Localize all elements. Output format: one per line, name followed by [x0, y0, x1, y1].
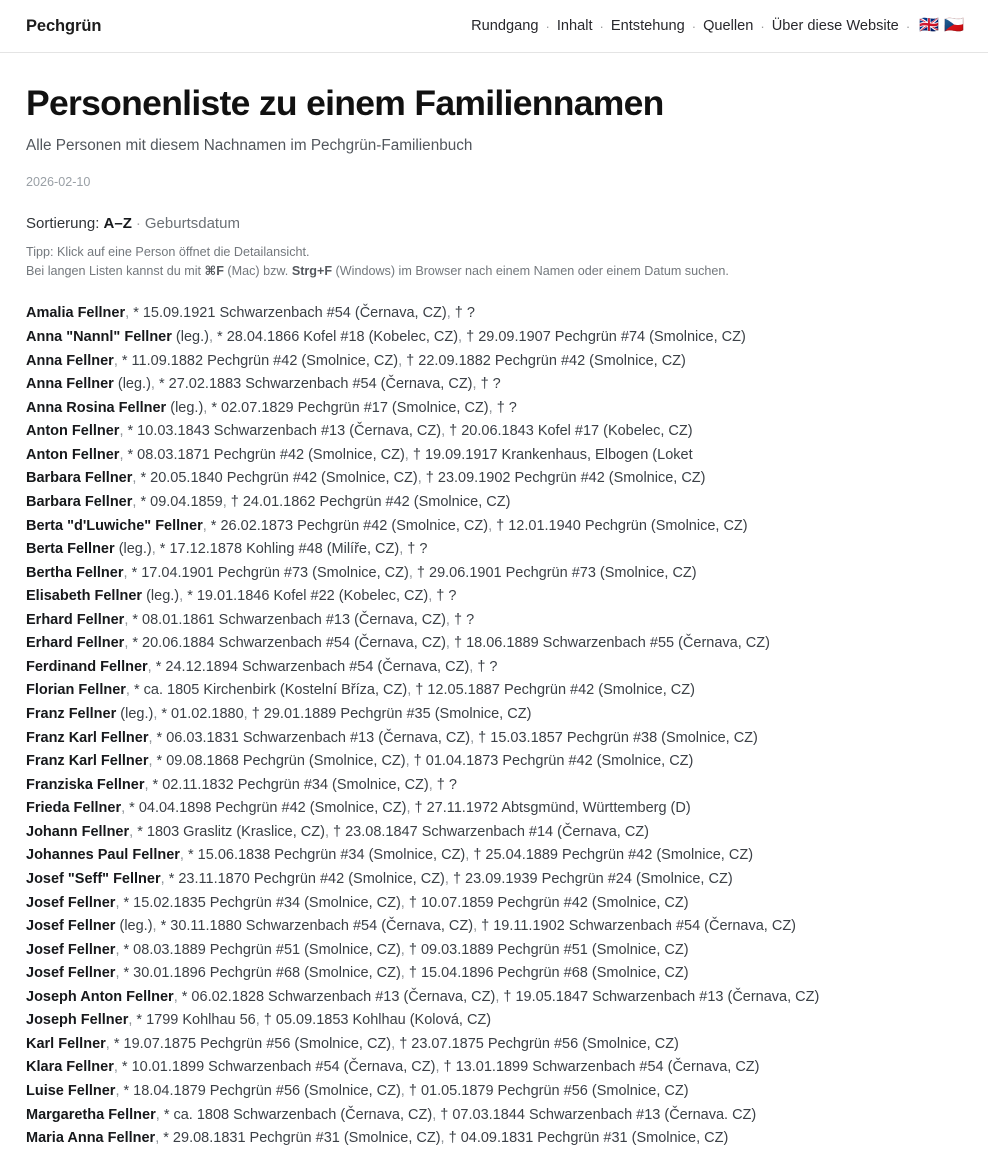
person-death-info: † ?: [496, 399, 517, 416]
person-field-separator: ,: [408, 564, 413, 581]
person-row[interactable]: [26, 515, 962, 539]
person-death-info: † ?: [480, 376, 501, 393]
person-row[interactable]: [26, 703, 962, 727]
person-name-link: Florian Fellner: [26, 682, 126, 699]
person-birth-info: * 09.08.1868 Pechgrün (Smolnice, CZ): [156, 753, 406, 770]
person-row[interactable]: [26, 397, 962, 421]
person-name-link: Karl Fellner: [26, 1035, 106, 1052]
person-death-info: † 19.11.1902 Schwarzenbach #54 (Černava, CZ): [481, 918, 797, 935]
person-row[interactable]: [26, 868, 962, 892]
person-death-info: † 18.06.1889 Schwarzenbach #55 (Černava, CZ): [453, 635, 770, 652]
person-birth-info: * 1799 Kohlhau 56: [136, 1012, 256, 1029]
person-field-separator: ,: [113, 352, 118, 369]
person-row[interactable]: [26, 962, 962, 986]
person-field-separator: ,: [173, 988, 178, 1005]
person-death-info: † 23.09.1902 Pechgrün #42 (Smolnice, CZ): [425, 470, 706, 487]
person-field-separator: ,: [125, 682, 130, 699]
tip-search-prefix: Bei langen Listen kannst du mit: [26, 263, 205, 278]
person-death-info: † ?: [436, 776, 457, 793]
person-row[interactable]: [26, 1033, 962, 1057]
person-birth-info: * 10.03.1843 Schwarzenbach #13 (Černava, CZ): [127, 423, 442, 440]
person-birth-info: * 19.01.1846 Kofel #22 (Kobelec, CZ): [187, 588, 429, 605]
person-field-separator: ,: [121, 800, 126, 817]
person-death-info: † 10.07.1859 Pechgrün #42 (Smolnice, CZ): [408, 894, 689, 911]
person-legitimacy: (leg.): [120, 706, 154, 723]
person-death-info: † 15.03.1857 Pechgrün #38 (Smolnice, CZ): [478, 729, 758, 746]
person-row[interactable]: [26, 915, 962, 939]
person-field-separator: ,: [202, 517, 207, 534]
person-legitimacy: (leg.): [146, 588, 180, 605]
person-name-link: Anton Fellner: [26, 446, 120, 463]
person-name-link: Frieda Fellner: [26, 800, 122, 817]
person-field-separator: ,: [469, 658, 474, 675]
person-field-separator: ,: [400, 894, 405, 911]
page-date: 2026-02-10: [26, 175, 91, 190]
person-name-link: Anna Fellner: [26, 352, 114, 369]
person-birth-info: * 20.05.1840 Pechgrün #42 (Smolnice, CZ): [140, 470, 418, 487]
person-field-separator: ,: [432, 1106, 437, 1123]
person-field-separator: ,: [119, 423, 124, 440]
person-birth-info: * 06.02.1828 Schwarzenbach #13 (Černava, CZ): [181, 988, 496, 1005]
person-field-separator: ,: [446, 305, 451, 322]
person-field-separator: ,: [125, 305, 130, 322]
person-row[interactable]: [26, 467, 962, 491]
person-row[interactable]: [26, 609, 962, 633]
person-birth-info: * 08.03.1871 Pechgrün #42 (Smolnice, CZ): [127, 446, 405, 463]
person-field-separator: ,: [155, 1106, 160, 1123]
person-name-link: Barbara Fellner: [26, 493, 133, 510]
person-name-link: Franz Karl Fellner: [26, 753, 149, 770]
person-row[interactable]: [26, 797, 962, 821]
person-death-info: † 12.05.1887 Pechgrün #42 (Smolnice, CZ): [415, 682, 695, 699]
person-field-separator: ,: [255, 1012, 260, 1029]
person-name-link: Anna "Nannl" Fellner: [26, 329, 172, 346]
person-field-separator: ,: [124, 635, 129, 652]
person-legitimacy: (leg.): [170, 399, 204, 416]
person-field-separator: ,: [115, 894, 120, 911]
person-birth-info: * 06.03.1831 Schwarzenbach #13 (Černava, CZ): [156, 729, 471, 746]
site-header: [0, 0, 988, 53]
person-field-separator: ,: [208, 329, 213, 346]
person-birth-info: * 15.02.1835 Pechgrün #34 (Smolnice, CZ): [123, 894, 401, 911]
person-birth-info: * 1803 Graslitz (Kraslice, CZ): [137, 823, 325, 840]
person-field-separator: ,: [148, 753, 153, 770]
person-field-separator: ,: [105, 1035, 110, 1052]
person-row[interactable]: [26, 986, 962, 1010]
person-row[interactable]: [26, 656, 962, 680]
person-field-separator: ,: [391, 1035, 396, 1052]
person-field-separator: ,: [119, 446, 124, 463]
person-name-link: Amalia Fellner: [26, 305, 126, 322]
person-field-separator: ,: [488, 399, 493, 416]
person-name-link: Ferdinand Fellner: [26, 658, 148, 675]
person-field-separator: ,: [153, 706, 158, 723]
tip-line-search: [26, 262, 962, 281]
site-brand-link[interactable]: Pechgrün: [26, 16, 102, 35]
person-death-info: † 12.01.1940 Pechgrün (Smolnice, CZ): [496, 517, 748, 534]
person-field-separator: ,: [404, 446, 409, 463]
page-subtitle: Alle Personen mit diesem Nachnamen im Pechgrün-Familienbuch: [26, 137, 473, 155]
person-death-info: † 07.03.1844 Schwarzenbach #13 (Černava. CZ): [440, 1106, 757, 1123]
person-name-link: Berta "d'Luwiche" Fellner: [26, 517, 203, 534]
person-birth-info: * 02.11.1832 Pechgrün #34 (Smolnice, CZ): [152, 776, 429, 793]
person-name-link: Klara Fellner: [26, 1059, 114, 1076]
main-content: [0, 53, 988, 1151]
person-birth-info: * 08.03.1889 Pechgrün #51 (Smolnice, CZ): [123, 941, 401, 958]
person-death-info: † 23.09.1939 Pechgrün #24 (Smolnice, CZ): [452, 870, 733, 887]
person-row[interactable]: [26, 1127, 962, 1151]
person-field-separator: ,: [132, 470, 137, 487]
person-birth-info: * 24.12.1894 Schwarzenbach #54 (Černava, CZ): [155, 658, 470, 675]
person-birth-info: * 30.11.1880 Schwarzenbach #54 (Černava, CZ): [160, 918, 474, 935]
main-navigation: [471, 18, 964, 34]
person-death-info: † 24.01.1862 Pechgrün #42 (Smolnice, CZ): [230, 493, 511, 510]
person-birth-info: * 27.02.1883 Schwarzenbach #54 (Černava, CZ): [158, 376, 473, 393]
person-birth-info: * 18.04.1879 Pechgrün #56 (Smolnice, CZ): [123, 1083, 401, 1100]
person-death-info: † ?: [477, 658, 498, 675]
person-row[interactable]: [26, 1009, 962, 1033]
person-row[interactable]: [26, 350, 962, 374]
person-death-info: † 23.08.1847 Schwarzenbach #14 (Černava, CZ): [333, 823, 649, 840]
person-legitimacy: (leg.): [119, 918, 153, 935]
person-field-separator: ,: [148, 729, 153, 746]
person-field-separator: ,: [458, 329, 463, 346]
flag-cz-icon[interactable]: 🇨🇿: [944, 17, 964, 34]
sort-option-birthdate[interactable]: Geburtsdatum: [144, 215, 240, 233]
person-birth-info: * 23.11.1870 Pechgrün #42 (Smolnice, CZ): [168, 870, 445, 887]
person-name-link: Franz Karl Fellner: [26, 729, 149, 746]
person-row[interactable]: [26, 679, 962, 703]
person-name-link: Johannes Paul Fellner: [26, 847, 180, 864]
person-field-separator: ,: [440, 1130, 445, 1147]
person-death-info: † 04.09.1831 Pechgrün #31 (Smolnice, CZ): [448, 1130, 729, 1147]
person-field-separator: ,: [123, 564, 128, 581]
person-birth-info: * 09.04.1859: [140, 493, 223, 510]
nav-link-entstehung[interactable]: Entstehung: [610, 18, 685, 34]
person-legitimacy: (leg.): [118, 541, 152, 558]
person-field-separator: ,: [444, 870, 449, 887]
nav-separator: ·: [545, 18, 550, 34]
person-death-info: † ?: [453, 611, 475, 628]
person-field-separator: ,: [406, 800, 411, 817]
person-field-separator: ,: [179, 847, 184, 864]
person-field-separator: ,: [435, 1059, 440, 1076]
person-row[interactable]: [26, 750, 962, 774]
person-name-link: Johann Fellner: [26, 823, 130, 840]
person-birth-info: * 15.06.1838 Pechgrün #34 (Smolnice, CZ): [187, 847, 466, 864]
person-name-link: Joseph Fellner: [26, 1012, 129, 1029]
person-birth-info: * 01.02.1880: [161, 706, 244, 723]
person-field-separator: ,: [398, 352, 403, 369]
person-field-separator: ,: [160, 870, 165, 887]
person-name-link: Maria Anna Fellner: [26, 1130, 156, 1147]
nav-separator: ·: [691, 18, 697, 34]
person-field-separator: ,: [124, 611, 129, 628]
person-field-separator: ,: [417, 470, 422, 487]
person-field-separator: ,: [222, 493, 227, 510]
sorting-controls: [26, 215, 962, 232]
person-field-separator: ,: [399, 541, 404, 558]
person-row[interactable]: [26, 585, 962, 609]
person-birth-info: * ca. 1808 Schwarzenbach (Černava, CZ): [163, 1106, 433, 1123]
tip-line-detail: Tipp: Klick auf eine Person öffnet die Detailansicht.: [26, 245, 310, 260]
person-name-link: Josef Fellner: [26, 894, 116, 911]
person-death-info: † 15.04.1896 Pechgrün #68 (Smolnice, CZ): [408, 965, 689, 982]
nav-link-quellen[interactable]: Quellen: [703, 18, 754, 34]
person-name-link: Josef "Seff" Fellner: [26, 870, 161, 887]
person-name-link: Barbara Fellner: [26, 470, 133, 487]
person-field-separator: ,: [155, 1130, 160, 1147]
nav-separator: ·: [599, 18, 604, 34]
tip-search-suffix: (Windows) im Browser nach einem Namen oder einem Datum suchen.: [332, 263, 729, 278]
person-field-separator: ,: [115, 965, 120, 982]
person-row[interactable]: [26, 302, 962, 326]
person-field-separator: ,: [407, 682, 412, 699]
person-field-separator: ,: [152, 918, 157, 935]
person-field-separator: ,: [243, 706, 248, 723]
person-row[interactable]: [26, 632, 962, 656]
person-field-separator: ,: [445, 611, 450, 628]
person-name-link: Franziska Fellner: [26, 776, 145, 793]
person-name-link: Anna Rosina Fellner: [26, 399, 167, 416]
person-birth-info: * ca. 1805 Kirchenbirk (Kostelní Bříza, CZ): [133, 682, 408, 699]
person-field-separator: ,: [147, 658, 152, 675]
kbd-mac-find: ⌘F: [204, 263, 224, 278]
person-row[interactable]: [26, 1080, 962, 1104]
person-birth-info: * 17.04.1901 Pechgrün #73 (Smolnice, CZ): [131, 564, 409, 581]
person-birth-info: * 04.04.1898 Pechgrün #42 (Smolnice, CZ): [129, 800, 407, 817]
person-death-info: † 25.04.1889 Pechgrün #42 (Smolnice, CZ): [473, 847, 754, 864]
person-row[interactable]: [26, 420, 962, 444]
person-row[interactable]: [26, 727, 962, 751]
sorting-label: Sortierung:: [26, 215, 100, 233]
person-death-info: † ?: [454, 305, 475, 322]
kbd-windows-find: Strg+F: [291, 263, 333, 278]
person-legitimacy: (leg.): [117, 376, 151, 393]
person-row[interactable]: [26, 892, 962, 916]
person-field-separator: ,: [428, 776, 433, 793]
person-death-info: † ?: [407, 541, 428, 558]
person-name-link: Elisabeth Fellner: [26, 588, 143, 605]
person-death-info: † ?: [436, 588, 457, 605]
person-field-separator: ,: [128, 1012, 133, 1029]
person-field-separator: ,: [115, 941, 120, 958]
person-death-info: † 29.01.1889 Pechgrün #35 (Smolnice, CZ): [251, 706, 532, 723]
person-field-separator: ,: [465, 847, 470, 864]
person-field-separator: ,: [144, 776, 149, 793]
person-row[interactable]: [26, 844, 962, 868]
person-list: [26, 302, 962, 1150]
person-birth-info: * 19.07.1875 Pechgrün #56 (Smolnice, CZ): [113, 1035, 392, 1052]
person-row[interactable]: [26, 326, 962, 350]
person-row[interactable]: [26, 491, 962, 515]
person-field-separator: ,: [113, 1059, 118, 1076]
person-field-separator: ,: [132, 493, 137, 510]
person-name-link: Joseph Anton Fellner: [26, 988, 174, 1005]
person-death-info: † 01.04.1873 Pechgrün #42 (Smolnice, CZ): [413, 753, 694, 770]
person-field-separator: ,: [473, 918, 478, 935]
person-field-separator: ,: [400, 941, 405, 958]
person-field-separator: ,: [470, 729, 475, 746]
person-name-link: Erhard Fellner: [26, 611, 125, 628]
person-death-info: † 23.07.1875 Pechgrün #56 (Smolnice, CZ): [399, 1035, 679, 1052]
person-row[interactable]: [26, 538, 962, 562]
person-name-link: Josef Fellner: [26, 965, 116, 982]
person-field-separator: ,: [400, 965, 405, 982]
person-birth-info: * 15.09.1921 Schwarzenbach #54 (Černava, CZ): [133, 305, 447, 322]
person-field-separator: ,: [445, 635, 450, 652]
sort-separator: ·: [135, 215, 141, 233]
nav-link-rundgang[interactable]: Rundgang: [471, 18, 539, 34]
person-death-info: † 19.09.1917 Krankenhaus, Elbogen (Loket: [412, 446, 693, 463]
nav-link-ueber-diese-website[interactable]: Über diese Website: [771, 18, 899, 34]
person-field-separator: ,: [129, 823, 134, 840]
nav-separator: ·: [760, 18, 765, 34]
person-field-separator: ,: [150, 376, 155, 393]
person-field-separator: ,: [400, 1083, 405, 1100]
person-field-separator: ,: [405, 753, 410, 770]
person-birth-info: * 30.01.1896 Pechgrün #68 (Smolnice, CZ): [123, 965, 401, 982]
person-field-separator: ,: [203, 399, 208, 416]
person-birth-info: * 20.06.1884 Schwarzenbach #54 (Černava, CZ): [132, 635, 446, 652]
person-death-info: † 29.06.1901 Pechgrün #73 (Smolnice, CZ): [416, 564, 697, 581]
person-birth-info: * 10.01.1899 Schwarzenbach #54 (Černava, CZ): [121, 1059, 436, 1076]
person-legitimacy: (leg.): [175, 329, 209, 346]
person-death-info: † 27.11.1972 Abtsgmünd, Württemberg (D): [414, 800, 691, 817]
person-row[interactable]: [26, 821, 962, 845]
person-field-separator: ,: [488, 517, 493, 534]
person-row[interactable]: [26, 774, 962, 798]
tip-search-middle: (Mac) bzw.: [223, 263, 292, 278]
person-birth-info: * 08.01.1861 Schwarzenbach #13 (Černava, CZ): [132, 611, 446, 628]
person-death-info: † 09.03.1889 Pechgrün #51 (Smolnice, CZ): [408, 941, 689, 958]
person-death-info: † 29.09.1907 Pechgrün #74 (Smolnice, CZ): [466, 329, 746, 346]
person-field-separator: ,: [441, 423, 446, 440]
person-name-link: Erhard Fellner: [26, 635, 125, 652]
person-death-info: † 20.06.1843 Kofel #17 (Kobelec, CZ): [449, 423, 693, 440]
person-name-link: Anna Fellner: [26, 376, 114, 393]
tips-block: [26, 243, 962, 280]
person-row[interactable]: [26, 373, 962, 397]
person-field-separator: ,: [115, 1083, 120, 1100]
person-row[interactable]: [26, 562, 962, 586]
person-field-separator: ,: [472, 376, 477, 393]
person-row[interactable]: [26, 1104, 962, 1128]
person-birth-info: * 29.08.1831 Pechgrün #31 (Smolnice, CZ): [163, 1130, 441, 1147]
person-birth-info: * 11.09.1882 Pechgrün #42 (Smolnice, CZ): [121, 352, 399, 369]
person-field-separator: ,: [151, 541, 156, 558]
person-death-info: † 05.09.1853 Kohlhau (Kolová, CZ): [263, 1012, 492, 1029]
person-row[interactable]: [26, 444, 962, 468]
person-death-info: † 22.09.1882 Pechgrün #42 (Smolnice, CZ): [406, 352, 686, 369]
person-death-info: † 01.05.1879 Pechgrün #56 (Smolnice, CZ): [408, 1083, 689, 1100]
person-birth-info: * 17.12.1878 Kohling #48 (Milíře, CZ): [159, 541, 400, 558]
person-name-link: Berta Fellner: [26, 541, 115, 558]
nav-separator: ·: [905, 18, 911, 34]
person-field-separator: ,: [495, 988, 500, 1005]
sort-option-alphabetical[interactable]: A–Z: [103, 215, 132, 233]
person-birth-info: * 26.02.1873 Pechgrün #42 (Smolnice, CZ): [210, 517, 489, 534]
person-birth-info: * 28.04.1866 Kofel #18 (Kobelec, CZ): [217, 329, 459, 346]
person-name-link: Margaretha Fellner: [26, 1106, 156, 1123]
person-field-separator: ,: [179, 588, 184, 605]
person-name-link: Franz Fellner: [26, 706, 117, 723]
person-birth-info: * 02.07.1829 Pechgrün #17 (Smolnice, CZ): [211, 399, 489, 416]
person-row[interactable]: [26, 1056, 962, 1080]
flag-uk-icon[interactable]: 🇬🇧: [919, 17, 940, 34]
person-death-info: † 13.01.1899 Schwarzenbach #54 (Černava, CZ): [443, 1059, 760, 1076]
person-name-link: Bertha Fellner: [26, 564, 124, 581]
person-field-separator: ,: [324, 823, 329, 840]
person-row[interactable]: [26, 939, 962, 963]
page-title: Personenliste zu einem Familiennamen: [26, 83, 664, 123]
person-death-info: † 19.05.1847 Schwarzenbach #13 (Černava, CZ): [503, 988, 820, 1005]
nav-link-inhalt[interactable]: Inhalt: [556, 18, 593, 34]
person-name-link: Anton Fellner: [26, 423, 120, 440]
person-name-link: Josef Fellner: [26, 941, 116, 958]
person-field-separator: ,: [428, 588, 433, 605]
person-name-link: Josef Fellner: [26, 918, 116, 935]
person-name-link: Luise Fellner: [26, 1083, 116, 1100]
